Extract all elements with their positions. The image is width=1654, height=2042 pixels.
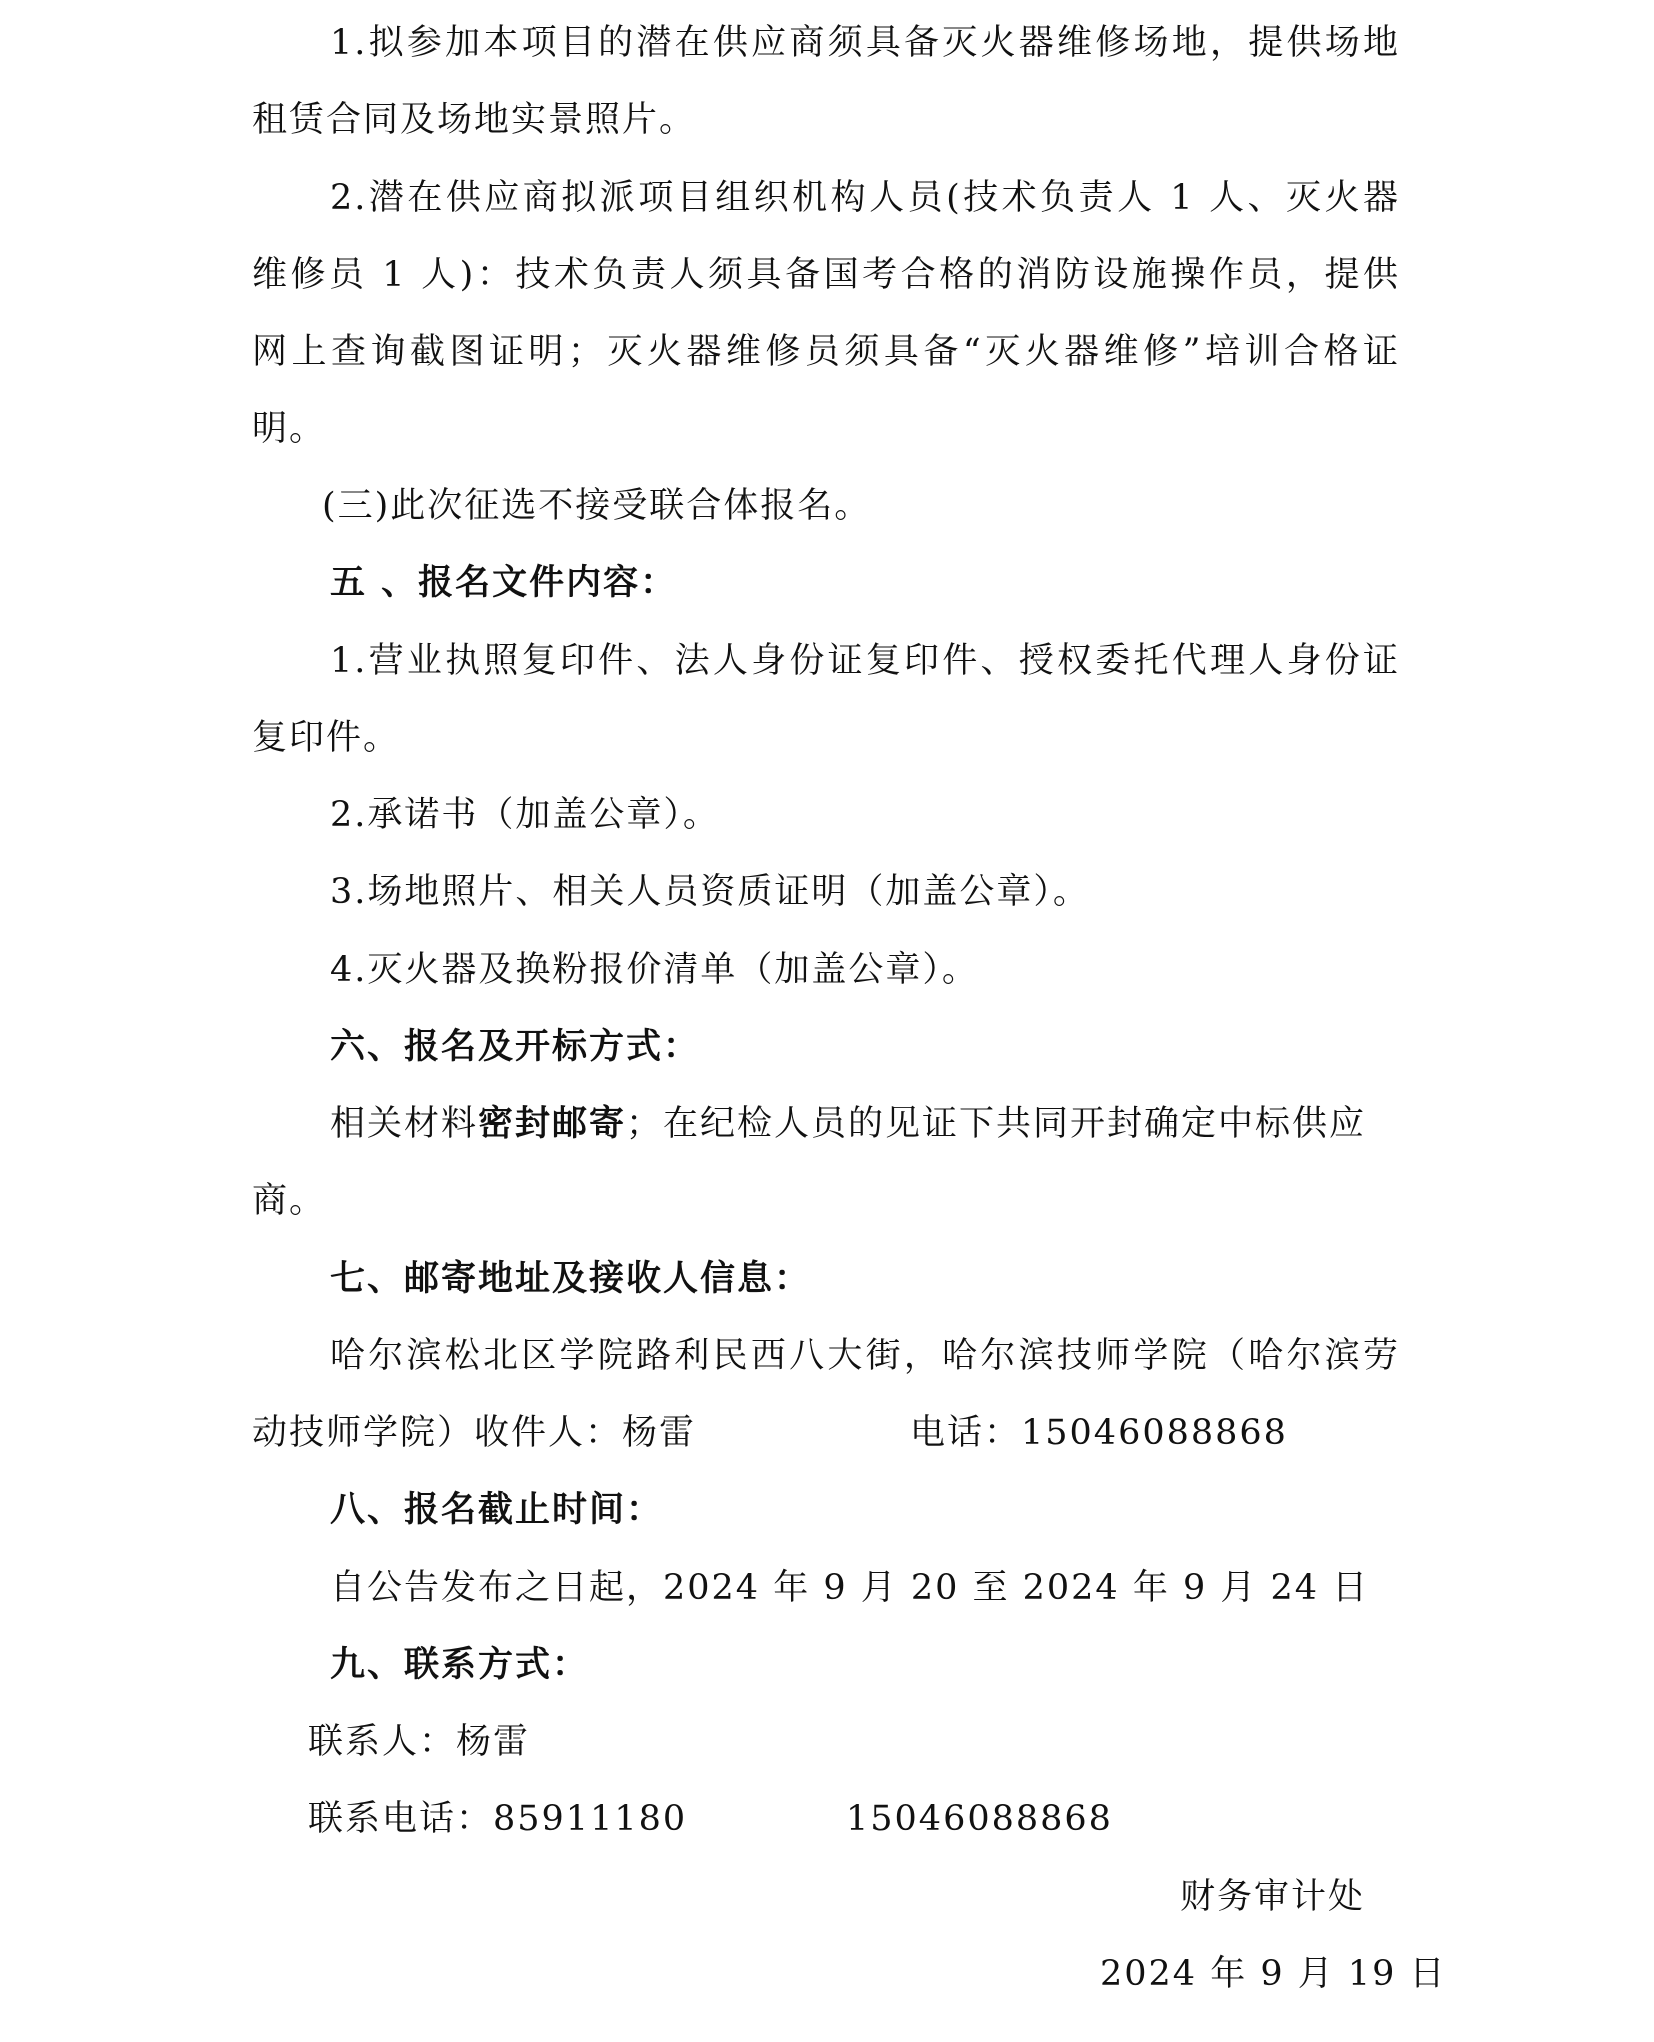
signature-dept: 财务审计处 [1180, 1877, 1366, 1917]
paragraph-line: (三)此次征选不接受联合体报名。 [322, 486, 872, 526]
paragraph-line: 2.承诺书（加盖公章）。 [330, 795, 720, 835]
paragraph-line: 商。 [252, 1181, 327, 1221]
contact-mobile: 15046088868 [846, 1799, 1113, 1839]
paragraph-line [252, 330, 1400, 374]
text-l15: 哈尔滨松北区学院路利民西八大街，哈尔滨技师学院（哈尔滨劳 [330, 1336, 1400, 1376]
section-heading-9: 九、联系方式： [330, 1644, 590, 1685]
paragraph-line: 动技师学院）收件人：杨雷 [252, 1413, 697, 1453]
section-heading-8: 八、报名截止时间： [330, 1489, 664, 1530]
text-l1: 1.拟参加本项目的潜在供应商须具备灭火器维修场地，提供场地 [330, 23, 1400, 63]
text-l8: 1.营业执照复印件、法人身份证复印件、授权委托代理人身份证 [330, 641, 1400, 681]
paragraph-line: 复印件。 [252, 718, 401, 758]
signature-date: 2024 年 9 月 19 日 [1100, 1954, 1447, 1994]
text-l3: 2.潜在供应商拟派项目组织机构人员(技术负责人 1 人、灭火器 [330, 178, 1400, 218]
paragraph-line [330, 21, 1400, 65]
paragraph-line [330, 639, 1400, 683]
phone-text: 电话：15046088868 [910, 1413, 1288, 1453]
section-heading-7: 七、邮寄地址及接收人信息： [330, 1258, 812, 1299]
text-l13-bold: 密封邮寄 [478, 1103, 627, 1144]
paragraph-line [330, 1334, 1400, 1378]
section-heading-5: 五 、报名文件内容： [330, 562, 678, 603]
contact-phone: 联系电话：85911180 [308, 1799, 688, 1839]
paragraph-line: 自公告发布之日起，2024 年 9 月 20 至 2024 年 9 月 24 日 [330, 1568, 1370, 1608]
section-heading-6: 六、报名及开标方式： [330, 1026, 701, 1067]
paragraph-line: 4.灭火器及换粉报价清单（加盖公章）。 [330, 950, 979, 990]
text-l5: 网上查询截图证明；灭火器维修员须具备“灭火器维修”培训合格证 [252, 332, 1400, 372]
paragraph-line: 明。 [252, 409, 327, 449]
text-l13-pre: 相关材料 [330, 1104, 479, 1144]
paragraph-line: 3.场地照片、相关人员资质证明（加盖公章）。 [330, 872, 1090, 912]
paragraph-line [330, 1102, 1366, 1146]
contact-person: 联系人：杨雷 [308, 1722, 531, 1762]
paragraph-line: 租赁合同及场地实景照片。 [252, 100, 697, 140]
paragraph-line [330, 176, 1400, 220]
text-l13-post: ；在纪检人员的见证下共同开封确定中标供应 [626, 1104, 1367, 1144]
paragraph-line [252, 253, 1400, 297]
text-l4: 维修员 1 人)：技术负责人须具备国考合格的消防设施操作员，提供 [252, 255, 1400, 295]
